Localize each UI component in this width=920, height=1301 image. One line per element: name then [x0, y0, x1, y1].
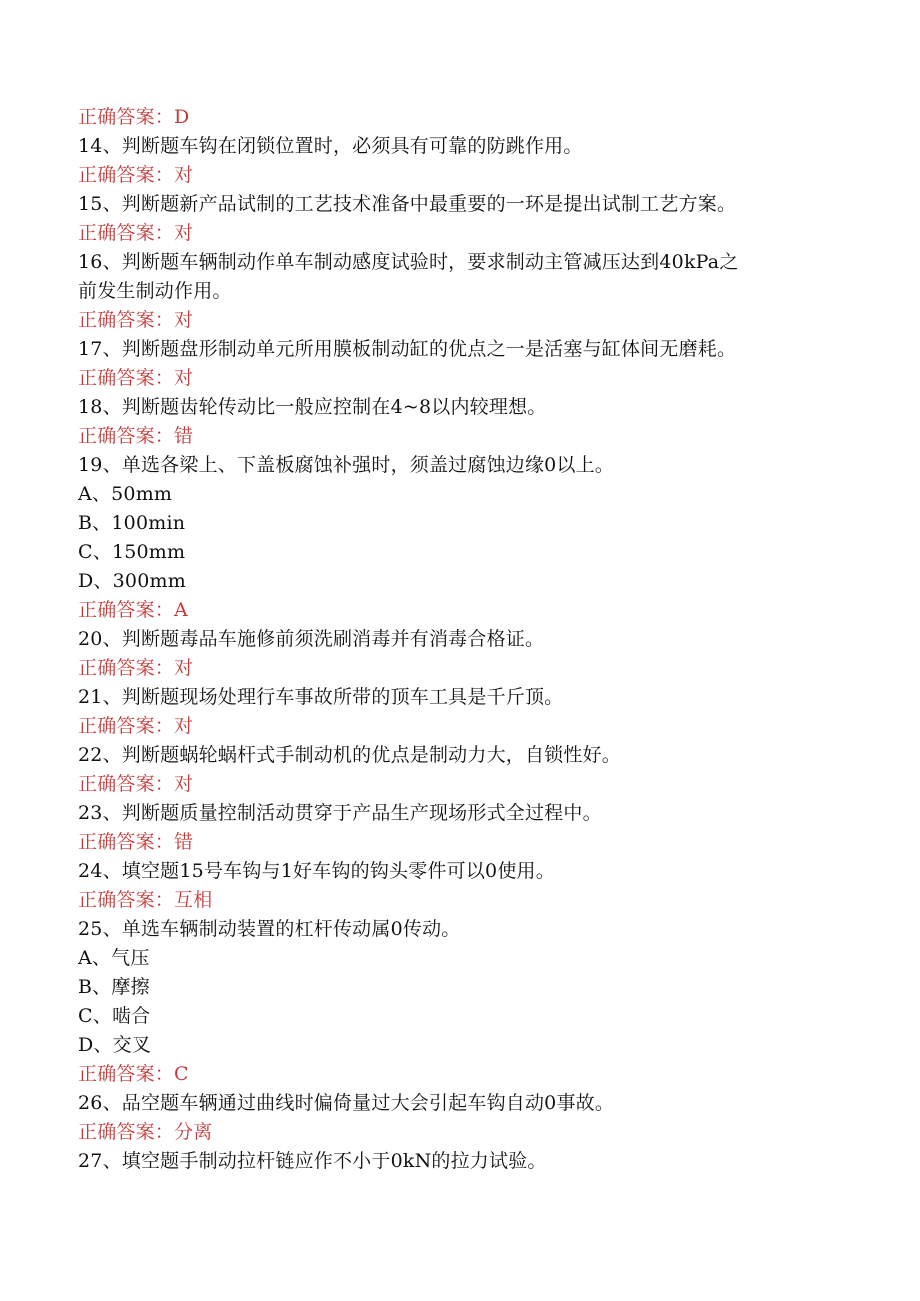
- answer-label: 正确答案：: [78, 599, 175, 621]
- answer-line: [78, 828, 858, 857]
- answer-label: 正确答案：: [78, 1063, 175, 1085]
- question-text-line: 26、品空题车辆通过曲线时偏倚量过大会引起车钩自动0事故。: [78, 1092, 615, 1114]
- answer-value: 对: [174, 164, 194, 186]
- answer-label: 正确答案：: [78, 1121, 175, 1143]
- question-list: [78, 103, 858, 1176]
- answer-value: 对: [174, 222, 194, 244]
- answer-line: [78, 422, 858, 451]
- answer-value: C: [174, 1063, 189, 1085]
- question-text-line: 16、判断题车辆制动作单车制动感度试验时，要求制动主管减压达到40kPa之: [78, 251, 739, 273]
- answer-value: 错: [174, 425, 194, 447]
- answer-value: 对: [174, 715, 194, 737]
- answer-line: [78, 654, 858, 683]
- question-text-line: A、气压: [78, 947, 150, 969]
- question-text-line: 24、填空题15号车钩与1好车钩的钩头零件可以0使用。: [78, 860, 555, 882]
- question-text-line: 17、判断题盘形制动单元所用膜板制动缸的优点之一是活塞与缸体间无磨耗。: [78, 338, 737, 360]
- answer-line: [78, 596, 858, 625]
- answer-line: [78, 219, 858, 248]
- answer-label: 正确答案：: [78, 657, 175, 679]
- answer-line: [78, 103, 858, 132]
- question-text-line: 19、单选各梁上、下盖板腐蚀补强时，须盖过腐蚀边缘0以上。: [78, 454, 615, 476]
- answer-value: 分离: [174, 1121, 213, 1143]
- answer-label: 正确答案：: [78, 367, 175, 389]
- answer-value: 对: [174, 367, 194, 389]
- answer-line: [78, 1060, 858, 1089]
- answer-label: 正确答案：: [78, 831, 175, 853]
- question-text-line: D、交叉: [78, 1034, 152, 1056]
- answer-value: D: [174, 106, 190, 128]
- question-text-line: 15、判断题新产品试制的工艺技术准备中最重要的一环是提出试制工艺方案。: [78, 193, 737, 215]
- answer-label: 正确答案：: [78, 309, 175, 331]
- question-text-line: 18、判断题齿轮传动比一般应控制在4~8以内较理想。: [78, 396, 547, 418]
- answer-value: 互相: [174, 889, 213, 911]
- answer-value: 错: [174, 831, 194, 853]
- answer-value: 对: [174, 657, 194, 679]
- answer-line: [78, 161, 858, 190]
- question-text-line: B、摩擦: [78, 976, 150, 998]
- question-text-line: C、啮合: [78, 1005, 151, 1027]
- question-text-line: A、50mm: [78, 483, 173, 505]
- answer-label: 正确答案：: [78, 222, 175, 244]
- question-text-line: B、100min: [78, 512, 186, 534]
- answer-line: [78, 770, 858, 799]
- answer-line: [78, 306, 858, 335]
- question-text-line: D、300mm: [78, 570, 186, 592]
- answer-label: 正确答案：: [78, 773, 175, 795]
- question-text-line: 前发生制动作用。: [78, 280, 232, 302]
- answer-value: 对: [174, 773, 194, 795]
- answer-label: 正确答案：: [78, 164, 175, 186]
- question-text-line: 20、判断题毒品车施修前须洗刷消毒并有消毒合格证。: [78, 628, 545, 650]
- question-text-line: 25、单选车辆制动装置的杠杆传动属0传动。: [78, 918, 461, 940]
- question-text-line: C、150mm: [78, 541, 186, 563]
- answer-line: [78, 364, 858, 393]
- answer-line: [78, 1118, 858, 1147]
- answer-label: 正确答案：: [78, 106, 175, 128]
- question-text-line: 22、判断题蜗轮蜗杆式手制动机的优点是制动力大，自锁性好。: [78, 744, 621, 766]
- answer-line: [78, 712, 858, 741]
- question-text-line: 21、判断题现场处理行车事故所带的顶车工具是千斤顶。: [78, 686, 564, 708]
- answer-label: 正确答案：: [78, 425, 175, 447]
- question-text-line: 14、判断题车钩在闭锁位置时，必须具有可靠的防跳作用。: [78, 135, 583, 157]
- answer-line: [78, 886, 858, 915]
- answer-value: A: [174, 599, 188, 621]
- answer-value: 对: [174, 309, 194, 331]
- answer-label: 正确答案：: [78, 889, 175, 911]
- question-text-line: 27、填空题手制动拉杆链应作不小于0kN的拉力试验。: [78, 1150, 547, 1172]
- answer-label: 正确答案：: [78, 715, 175, 737]
- question-text-line: 23、判断题质量控制活动贯穿于产品生产现场形式全过程中。: [78, 802, 602, 824]
